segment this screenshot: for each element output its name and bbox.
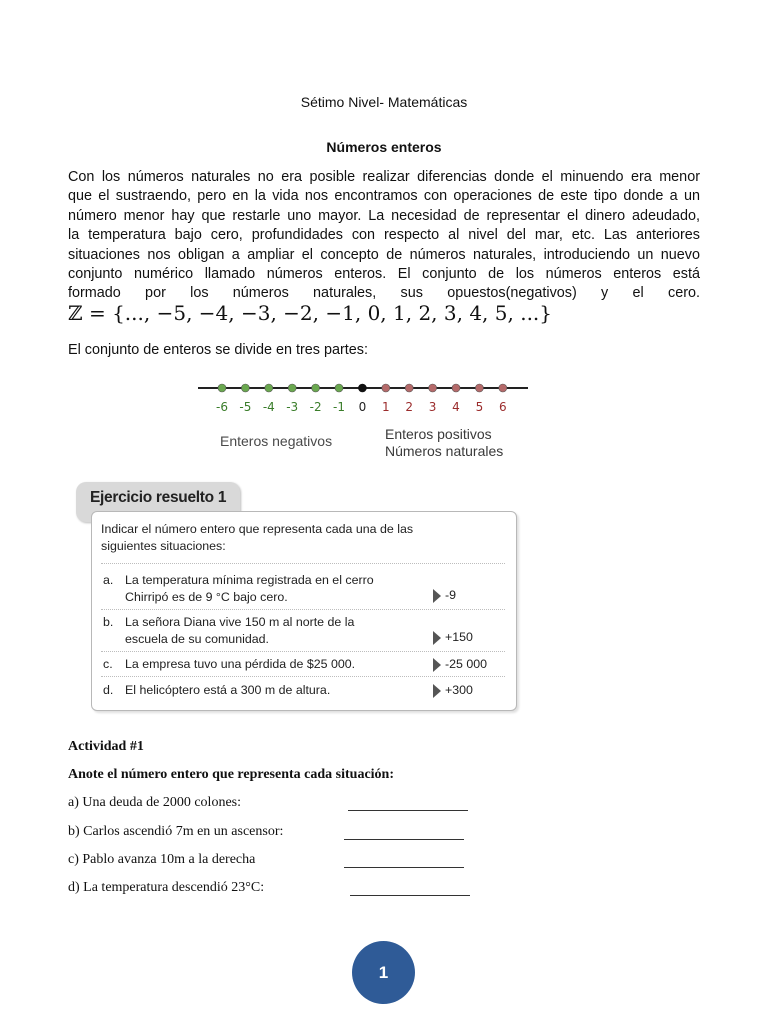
intro-line: número menor hay que restarle uno mayor. La necesidad de representar el dinero adeudado, [68,207,700,224]
number-line-dot [358,384,366,392]
number-line-dot [218,384,226,392]
exercise-item-d [103,682,423,700]
exercise-prompt [101,521,461,554]
exercise-tab-label: Ejercicio resuelto 1 [90,489,227,506]
divider [101,651,505,652]
page-header-title: Sétimo Nivel- Matemáticas [300,94,468,110]
item-letter: a. [103,573,114,587]
number-line-tick-label: 6 [498,400,507,414]
number-line-tick-label: -1 [333,400,345,414]
exercise-prompt-line2: siguientes situaciones: [101,538,226,553]
exercise-item-b [103,614,423,648]
number-line-tick-label: -4 [262,400,275,414]
number-line-dot [382,384,390,392]
label-positive-integers [385,426,503,460]
number-line-dot [312,384,320,392]
answer-blank-c[interactable] [344,867,464,868]
exercise-answer-d [433,683,473,698]
intro-line: conjunto numérico llamado números enteros. El conjunto de los números enteros está [68,266,700,283]
exercise-item-c [103,656,423,674]
number-line-tick-label: 2 [405,400,414,414]
number-line-dot [452,384,460,392]
number-line-tick-label: -3 [286,400,299,414]
intro-paragraph [68,168,700,304]
answer-value: -25 000 [445,657,488,671]
number-line-dot [499,384,507,392]
item-text-line: La temperatura mínima registrada en el cerro [125,573,374,587]
intro-line: formado por los números naturales, sus opuestos(negativos) y el cero. [68,285,700,302]
exercise-answer-a [433,588,456,603]
answer-blank-a[interactable] [348,810,468,811]
arrow-right-icon [433,684,441,698]
number-line-dot [475,384,483,392]
exercise-answer-c [433,657,487,672]
number-line-tick-label: 5 [475,400,484,414]
divider [101,676,505,677]
item-text: El helicóptero está a 300 m de altura. [125,683,331,697]
intro-line: Con los números naturales no era posible realizar diferencias donde el minuendo era menor [68,169,700,185]
divider [101,609,505,610]
activity-title: Actividad #1 [68,739,144,754]
divider [101,563,505,564]
exercise-answer-b [433,630,473,645]
arrow-right-icon [433,589,441,603]
section-heading: Números enteros [326,139,442,155]
number-line-tick-label: -2 [309,400,322,414]
number-line-tick-label: -5 [239,400,252,414]
item-text [125,572,405,605]
arrow-right-icon [433,658,441,672]
answer-value: -9 [445,588,457,602]
answer-value: +300 [445,683,473,697]
label-negative-integers: Enteros negativos [220,433,333,449]
item-text: La empresa tuvo una pérdida de $25 000. [125,657,356,671]
arrow-right-icon [433,631,441,645]
item-letter: b. [103,615,114,629]
activity-question-d: d) La temperatura descendió 23°C: [68,880,265,895]
number-line-tick-label: 4 [452,400,460,414]
item-text-line: Chirripó es de 9 °C bajo cero. [125,589,288,604]
answer-blank-d[interactable] [350,895,470,896]
number-line-dot [405,384,413,392]
number-line-dot [265,384,273,392]
answer-value: +150 [445,630,473,644]
activity-question-b: b) Carlos ascendió 7m en un ascensor: [68,824,284,839]
number-line [190,375,535,420]
parts-intro-text: El conjunto de enteros se divide en tres partes: [68,342,368,358]
number-line-dot [241,384,249,392]
item-text-line: escuela de su comunidad. [125,631,269,646]
answer-blank-b[interactable] [344,839,464,840]
label-positive-line1: Enteros positivos [385,426,492,442]
number-line-dot [335,384,343,392]
page-number-badge: 1 [352,941,415,1004]
item-letter: c. [103,657,113,671]
intro-line: que el sustraendo, pero en la vida nos encontramos con operaciones de este tipo donde a un [68,188,700,205]
intro-line: la temperatura bajo cero, profundidades con respecto al nivel del mar, etc. Las anteriores [68,227,700,244]
number-line-tick-label: 1 [381,400,390,414]
number-line-tick-label: 0 [358,400,367,414]
number-line-dot [288,384,296,392]
integer-set-formula: ℤ = {..., −5, −4, −3, −2, −1, 0, 1, 2, 3, 4, 5, ...} [68,301,553,325]
label-positive-line2: Números naturales [385,443,504,459]
intro-line: situaciones nos obligan a ampliar el concepto de números naturales, introduciendo un nuevo [68,246,700,263]
exercise-prompt-line1: Indicar el número entero que representa cada una de las [101,522,414,536]
item-text [125,614,405,647]
activity-question-c: c) Pablo avanza 10m a la derecha [68,852,256,867]
number-line-tick-label: 3 [428,400,437,414]
activity-question-a: a) Una deuda de 2000 colones: [68,795,241,810]
number-line-tick-label: -6 [216,400,228,414]
exercise-item-a [103,572,423,606]
item-letter: d. [103,683,114,697]
item-text-line: La señora Diana vive 150 m al norte de la [125,615,355,629]
activity-instruction: Anote el número entero que representa cada situación: [68,767,394,782]
number-line-dot [429,384,437,392]
